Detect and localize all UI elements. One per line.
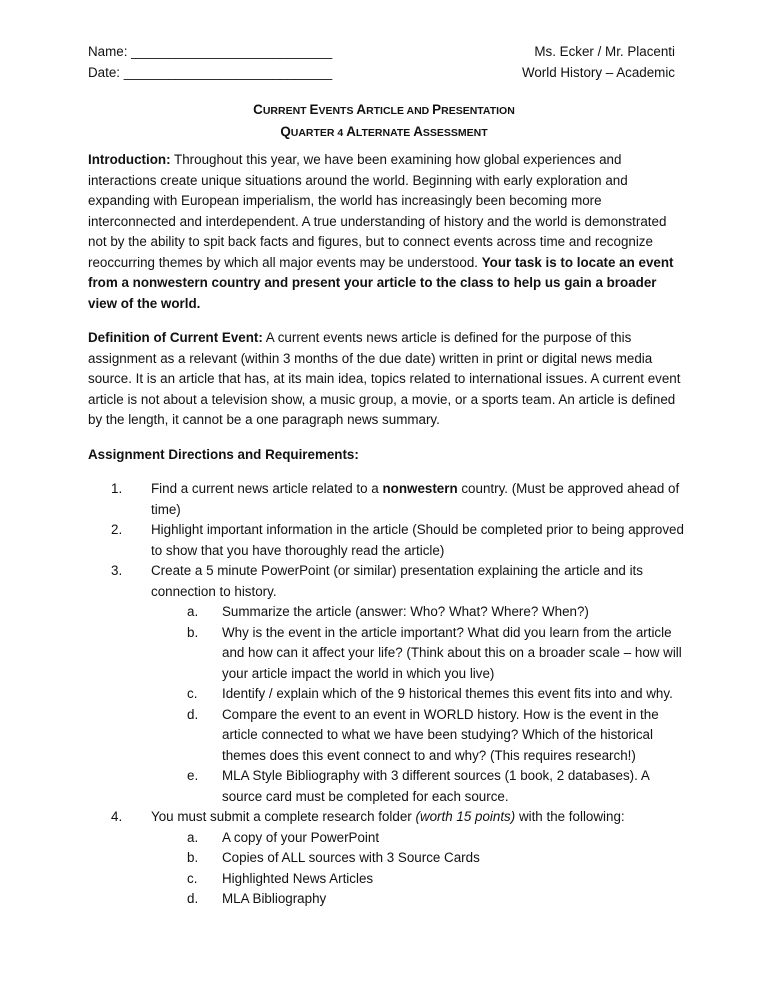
teachers: Ms. Ecker / Mr. Placenti — [534, 44, 675, 59]
sub-list — [151, 602, 688, 807]
introduction-text: Throughout this year, we have been examining how global experiences and interactions create unique situations around the world. Beginning with early exploration and expanding with European imperialism, the world has increasingly been becoming more interconnected and interdependent. A true understanding of history and the world is demonstrated not by the ability to spit back facts and figures, but to connect events across time and recognize reoccurring themes by which all major events may be understood. — [88, 152, 667, 270]
title-word: CURRENT — [253, 102, 310, 117]
item-text: Find a current news article related to a — [151, 481, 383, 496]
sub-item-text: Copies of ALL sources with 3 Source Cards — [222, 850, 480, 865]
sub-item-letter: e. — [187, 768, 199, 783]
sub-item-text: Summarize the article (answer: Who? What? Where? When?) — [222, 604, 589, 619]
sub-list-item — [187, 889, 688, 910]
course-info — [522, 42, 675, 83]
item-text: Highlight important information in the article (Should be completed prior to being approved to show that you have thoroughly read the article) — [151, 522, 684, 558]
sub-item-text: A copy of your PowerPoint — [222, 829, 380, 845]
item-text: with the following: — [515, 809, 625, 824]
title-line-1 — [0, 100, 768, 122]
sub-item-letter: b. — [187, 850, 199, 865]
document-title — [0, 100, 768, 143]
sub-list-item — [187, 684, 688, 705]
course-name: World History – Academic — [521, 64, 675, 80]
definition-label: Definition of Current Event: — [88, 330, 263, 345]
introduction-label: Introduction: — [88, 152, 171, 167]
title-word: QUARTER 4 — [280, 123, 347, 139]
sub-list-item — [187, 705, 688, 767]
student-info — [88, 42, 332, 83]
sub-list-item — [187, 602, 688, 623]
sub-item-letter: d. — [187, 891, 199, 906]
list-item — [111, 561, 688, 807]
list-item — [111, 479, 688, 520]
item-number: 3. — [111, 563, 123, 578]
sub-item-letter: c. — [187, 870, 198, 886]
list-item — [111, 520, 688, 561]
item-text: country. (Must be approved ahead of time) — [151, 481, 680, 517]
sub-item-text: Why is the event in the article important? What did you learn from the article and how can it affect your life? (Think about this on a broader scale – how will your article impact the world in which you live) — [222, 624, 682, 681]
sub-list — [151, 828, 688, 910]
sub-item-letter: b. — [187, 624, 199, 640]
item-number: 1. — [111, 481, 123, 496]
sub-list-item — [187, 766, 688, 807]
date-line: Date: ____________________________ — [88, 64, 333, 80]
sub-item-text: MLA Style Bibliography with 3 different sources (1 book, 2 databases). A source card must be completed for each source. — [222, 768, 650, 804]
sub-list-item — [187, 828, 688, 849]
directions-heading: Assignment Directions and Requirements: — [88, 446, 359, 462]
item-text: You must submit a complete research folder — [151, 809, 416, 824]
list-item — [111, 807, 688, 910]
sub-list-item — [187, 623, 688, 685]
sub-item-text: MLA Bibliography — [222, 891, 327, 906]
sub-item-letter: d. — [187, 706, 199, 722]
title-word: PRESENTATION — [432, 102, 515, 117]
title-word: ARTICLE AND — [356, 102, 433, 117]
sub-item-text: Identify / explain which of the 9 historical themes this event fits into and why. — [222, 686, 673, 701]
title-word: EVENTS — [309, 102, 357, 117]
sub-list-item — [187, 848, 688, 869]
title-word: ASSESSMENT — [413, 123, 488, 139]
title-line-2 — [0, 122, 768, 144]
name-line: Name: ___________________________ — [88, 44, 333, 59]
sub-item-text: Compare the event to an event in WORLD history. How is the event in the article connected to what we have been studying? Which of the historical themes does this event connect to and why? (This requires research!) — [222, 706, 659, 763]
item-emphasis: nonwestern — [382, 481, 458, 496]
item-text: Create a 5 minute PowerPoint (or similar) presentation explaining the article and its connection to history. — [151, 563, 643, 599]
item-number: 4. — [111, 809, 123, 824]
sub-list-item — [187, 869, 688, 890]
definition-text: A current events news article is defined for the purpose of this assignment as a relevant (within 3 months of the due date) written in print or digital news media source. It is an article that has, at its main idea, topics related to international issues. A current event article is not about a television show, a music group, a movie, or a sports team. An article is defined by the length, it cannot be a one paragraph news summary. — [88, 330, 681, 427]
item-number: 2. — [111, 522, 123, 537]
title-word: ALTERNATE — [346, 123, 414, 139]
document-body — [88, 150, 688, 910]
definition-paragraph — [88, 328, 688, 431]
sub-item-text: Highlighted News Articles — [222, 870, 374, 886]
directions-list — [88, 479, 688, 910]
sub-item-letter: a. — [187, 604, 199, 619]
item-points: (worth 15 points) — [415, 809, 516, 824]
sub-item-letter: c. — [187, 686, 198, 701]
introduction-task: Your task is to locate an event from a nonwestern country and present your article to the class to help us gain a broader view of the world. — [88, 254, 674, 311]
sub-item-letter: a. — [187, 829, 199, 845]
introduction-paragraph — [88, 150, 688, 314]
